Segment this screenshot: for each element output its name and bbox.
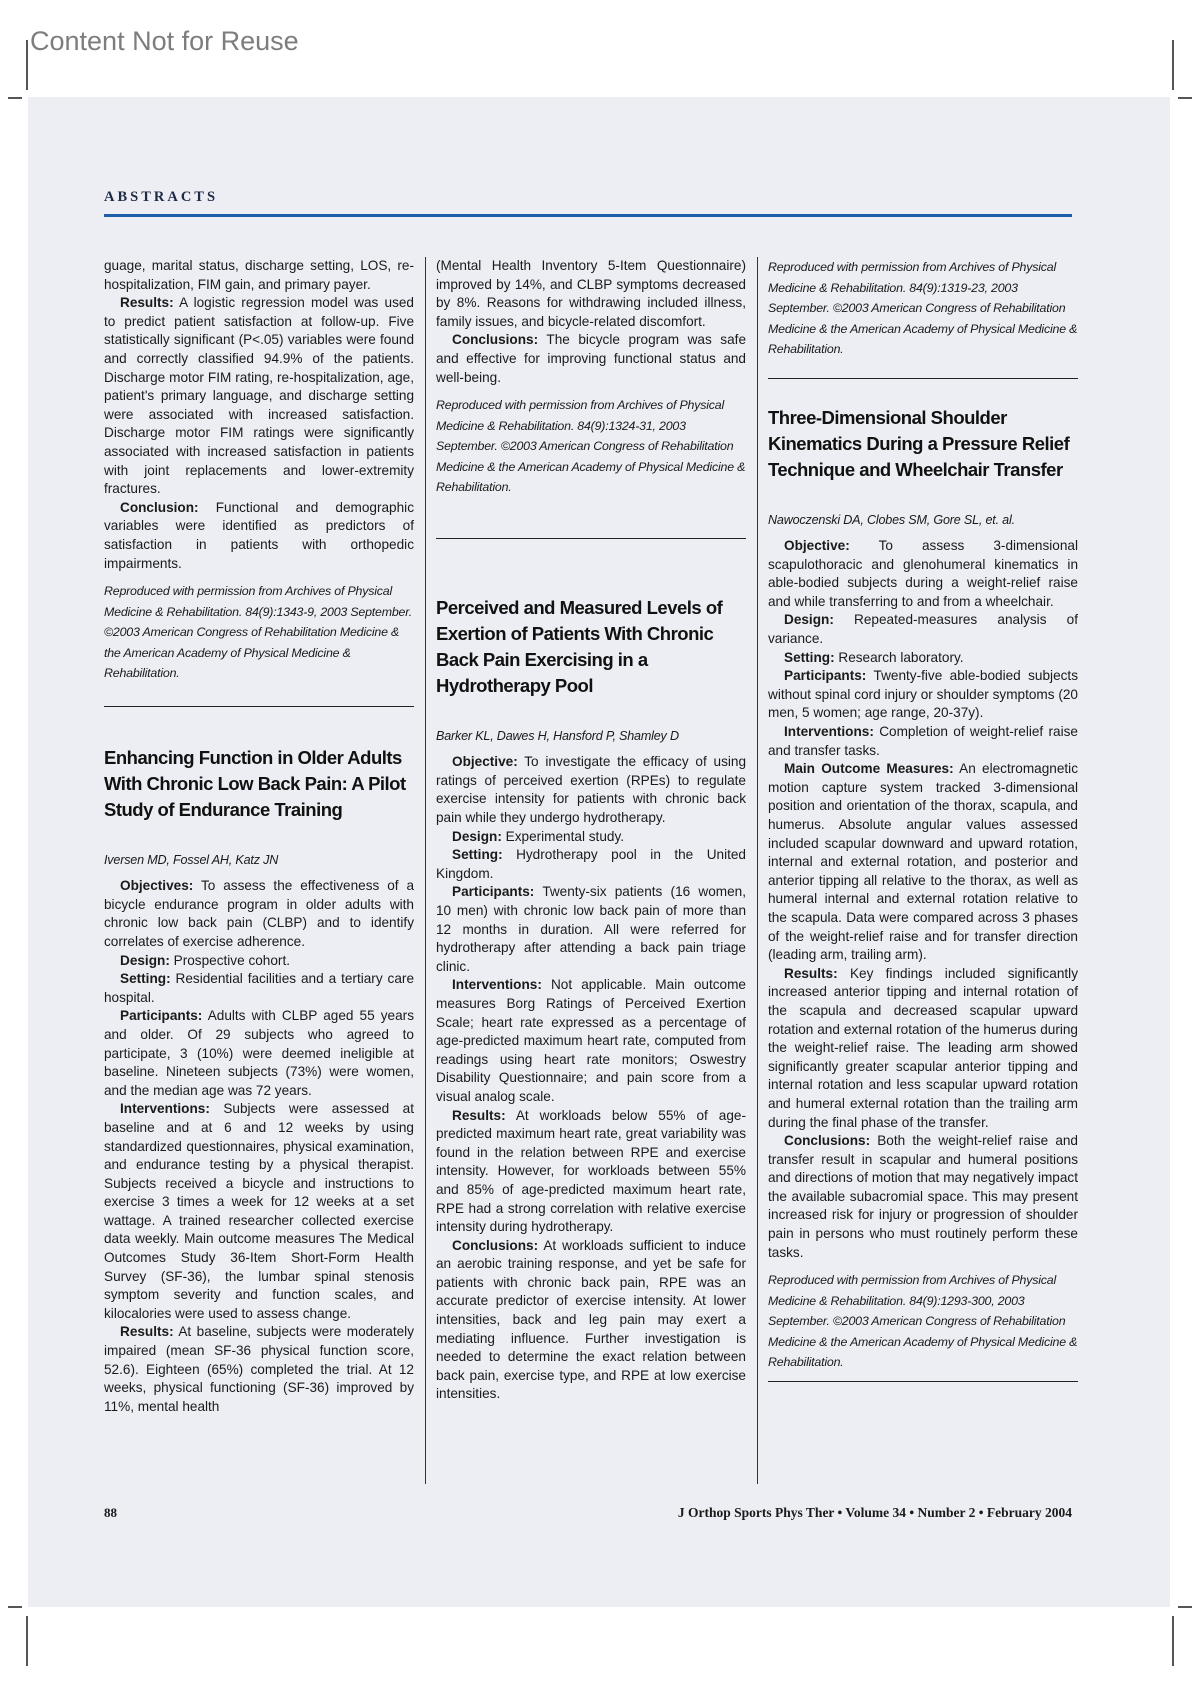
results-paragraph	[104, 1323, 414, 1416]
article-authors: Iversen MD, Fossel AH, Katz JN	[104, 852, 279, 867]
results-text: At baseline, subjects were moderately impaired (mean SF-36 physical function score, 52.6). Eighteen (65%) completed the trial. At 12 weeks, physical functioning (SF-36) improved by 11%, mental health	[104, 1324, 414, 1414]
conclusions-text: Both the weight-relief raise and transfer result in scapular and humeral positions and directions of motion that may negatively impact the available subacromial space. This may present increased risk for injury or progression of shoulder pain in persons who must routinely perform these tasks.	[768, 1133, 1078, 1260]
participants-paragraph	[768, 667, 1078, 723]
reproduction-note: Reproduced with permission from Archives of Physical Medicine & Rehabilitation. 84(9):1343-9, 2003 September. ©2003 American Congress of Rehabilitation Medicine & the American Academy of Physical Medicine & Rehabilitation.	[104, 584, 412, 681]
objectives-label: Objectives:	[120, 878, 194, 894]
continued-text: (Mental Health Inventory 5-Item Questionnaire) improved by 14%, and CLBP symptoms decreased by 8%. Reasons for withdrawing included illness, family issues, and bicycle-related discomfort.	[436, 258, 746, 329]
continued-text: guage, marital status, discharge setting, LOS, re-hospitalization, FIM gain, and primary payer.	[104, 258, 414, 292]
crop-mark	[26, 1616, 28, 1666]
participants-label: Participants:	[120, 1008, 203, 1024]
objective-paragraph	[436, 753, 746, 827]
participants-text: Twenty-five able-bodied subjects without spinal cord injury or shoulder symptoms (20 men, 5 women; age range, 20-37y).	[768, 668, 1079, 721]
article-title: Enhancing Function in Older Adults With Chronic Low Back Pain: A Pilot Study of Endurance Training	[104, 746, 406, 820]
interventions-text: Not applicable. Main outcome measures Borg Ratings of Perceived Exertion Scale; heart rate expressed as a percentage of age-predicted maximum heart rate, computed from readings using heart rate monitors; Oswestry Disability Questionnaire; and pain score from a visual analog scale.	[436, 977, 746, 1104]
watermark: Content Not for Reuse	[30, 26, 299, 56]
outcome-text: An electromagnetic motion capture system tracked 3-dimensional position and orientation of the thorax, scapula, and humerus. Absolute angular values assessed included scapular downward and upward rotation, internal and external rotation, and posterior and anterior tipping all relative to the thorax, as well as humeral internal and external rotation relative to the scapula. Data were compared across 3 phases of the weight-relief raise and for transfer direction (leading arm, trailing arm).	[768, 761, 1078, 963]
column-2	[436, 257, 746, 1404]
participants-paragraph	[104, 1007, 414, 1100]
conclusions-text: At workloads sufficient to induce an aerobic training response, and yet be safe for patients with chronic back pain, RPE was an accurate predictor of exercise intensity. At lower intensities, back and leg pain may exert a mediating influence. Further investigation is needed to determine the exact relation between back pain, exercise type, and RPE at low exercise intensities.	[436, 1237, 746, 1402]
conclusions-text: The bicycle program was safe and effective for improving functional status and well-being.	[436, 332, 746, 385]
reproduction-note: Reproduced with permission from Archives of Physical Medicine & Rehabilitation. 84(9):1293-300, 2003 September. ©2003 American Congress of Rehabilitation Medicine & the American Academy of Physical Medicine & Rehabilitation.	[768, 1273, 1078, 1370]
participants-label: Participants:	[784, 668, 867, 684]
objective-text: To investigate the efficacy of using ratings of perceived exertion (RPEs) to regulate exercise intensity for patients with chronic back pain while they undergo hydrotherapy.	[436, 754, 746, 826]
design-label: Design:	[452, 828, 502, 844]
participants-text: Twenty-six patients (16 women, 10 men) with chronic low back pain of more than 12 months in duration. All were referred for hydrotherapy after attending a back pain triage clinic.	[436, 884, 746, 974]
objective-label: Objective:	[452, 754, 518, 770]
conclusions-label: Conclusions:	[452, 332, 539, 348]
conclusion-text: Functional and demographic variables were identified as predictors of satisfaction in patients with orthopedic impairments.	[104, 499, 414, 571]
participants-text: Adults with CLBP aged 55 years and older. Of 29 subjects who agreed to participate, 3 (10%) were deemed ineligible at baseline. Nineteen subjects (73%) were women, and the median age was 72 years.	[104, 1008, 414, 1098]
column-divider	[425, 257, 426, 1484]
results-text: Key findings included significantly increased anterior tipping and internal rotation of the scapula and decreased scapular upward rotation and external rotation of the humerus during the weight-relief raise. The leading arm showed significantly greater scapular anterior tipping and internal rotation and less scapular upward rotation and humeral external rotation than the trailing arm during the final phase of the transfer.	[768, 965, 1078, 1130]
objective-text: To assess 3-dimensional scapulothoracic and glenohumeral kinematics in able-bodied subjects during a weight-relief raise and while transferring to and from a wheelchair.	[768, 538, 1078, 609]
design-text: Prospective cohort.	[173, 952, 290, 968]
interventions-text: Completion of weight-relief raise and transfer tasks.	[768, 724, 1078, 758]
article-title: Three-Dimensional Shoulder Kinematics During a Pressure Relief Technique and Wheelchair Transfer	[768, 406, 1070, 480]
article-separator	[768, 1381, 1078, 1382]
crop-mark	[1178, 1606, 1192, 1608]
design-text: Experimental study.	[505, 828, 625, 844]
interventions-paragraph	[436, 976, 746, 1106]
results-label: Results:	[120, 1324, 174, 1340]
objectives-paragraph	[104, 877, 414, 951]
page-number: 88	[104, 1505, 117, 1520]
article-separator	[436, 538, 746, 539]
design-paragraph	[104, 952, 414, 971]
article-separator	[104, 706, 414, 707]
results-paragraph	[436, 1107, 746, 1237]
setting-paragraph	[768, 649, 1078, 668]
interventions-text: Subjects were assessed at baseline and at 6 and 12 weeks by using standardized questionnaires, physical examination, and endurance testing by a physical therapist. Subjects received a bicycle and instructions to exercise 3 times a week for 12 weeks at a set wattage. A trained researcher collected exercise data weekly. Main outcome measures The Medical Outcomes Study 36-Item Short-Form Health Survey (SF-36), the lumbar spinal stenosis symptom severity and function scales, and kilocalories were used to assess change.	[104, 1101, 414, 1321]
article-authors: Barker KL, Dawes H, Hansford P, Shamley D	[436, 728, 679, 743]
journal-citation: J Orthop Sports Phys Ther • Volume 34 • Number 2 • February 2004	[677, 1505, 1072, 1520]
article-separator	[768, 378, 1078, 379]
design-label: Design:	[120, 952, 170, 968]
setting-text: Research laboratory.	[838, 649, 964, 665]
outcome-label: Main Outcome Measures:	[784, 761, 954, 777]
conclusion-label: Conclusion:	[120, 499, 199, 515]
conclusions-paragraph	[768, 1132, 1078, 1262]
crop-mark	[8, 97, 22, 99]
crop-mark	[8, 1606, 22, 1608]
results-text: At workloads below 55% of age-predicted maximum heart rate, great variability was found in the relation between RPE and exercise intensity. However, for workloads between 55% and 85% of age-predicted maximum heart rate, RPE had a strong correlation with relative exercise intensity during hydrotherapy.	[436, 1107, 746, 1235]
column-3	[768, 257, 1078, 1382]
design-text: Repeated-measures analysis of variance.	[768, 612, 1079, 647]
setting-paragraph	[436, 846, 746, 883]
column-divider	[757, 257, 758, 1484]
results-label: Results:	[120, 295, 174, 311]
results-paragraph	[104, 294, 414, 499]
crop-mark	[1172, 40, 1174, 90]
interventions-label: Interventions:	[120, 1101, 210, 1117]
objective-label: Objective:	[784, 538, 850, 554]
article-title: Perceived and Measured Levels of Exertion of Patients With Chronic Back Pain Exercising in a Hydrotherapy Pool	[436, 596, 723, 696]
crop-mark	[1172, 1616, 1174, 1666]
conclusions-paragraph	[436, 1237, 746, 1404]
reproduction-note: Reproduced with permission from Archives of Physical Medicine & Rehabilitation. 84(9):1324-31, 2003 September. ©2003 American Congress of Rehabilitation Medicine & the American Academy of Physical Medicine & Rehabilitation.	[436, 398, 746, 495]
interventions-label: Interventions:	[452, 977, 542, 993]
setting-text: Hydrotherapy pool in the United Kingdom.	[436, 847, 746, 881]
crop-mark	[26, 40, 28, 90]
article-authors: Nawoczenski DA, Clobes SM, Gore SL, et. al.	[768, 512, 1015, 527]
section-title: ABSTRACTS	[104, 189, 219, 205]
results-text: A logistic regression model was used to predict patient satisfaction at follow-up. Five statistically significant (P<.05) variables were found and correctly classified 94.9% of the patients. Discharge motor FIM rating, re-hospitalization, age, patient's primary language, and discharge setting were associated with increased satisfaction. Discharge motor FIM ratings were significantly associated with increased satisfaction in patients with joint replacements and lower-extremity fractures.	[104, 295, 414, 497]
participants-label: Participants:	[452, 884, 535, 900]
outcome-paragraph	[768, 760, 1078, 965]
objective-paragraph	[768, 537, 1078, 611]
interventions-label: Interventions:	[784, 724, 874, 740]
interventions-paragraph	[768, 723, 1078, 760]
participants-paragraph	[436, 883, 746, 976]
design-label: Design:	[784, 612, 834, 628]
design-paragraph	[768, 611, 1078, 648]
reproduction-note: Reproduced with permission from Archives of Physical Medicine & Rehabilitation. 84(9):1319-23, 2003 September. ©2003 American Congress of Rehabilitation Medicine & the American Academy of Physical Medicine & Rehabilitation.	[768, 260, 1078, 356]
setting-paragraph	[104, 970, 414, 1007]
header-rule	[104, 214, 1072, 217]
interventions-paragraph	[104, 1100, 414, 1323]
column-1	[104, 257, 414, 1416]
setting-label: Setting:	[120, 971, 171, 987]
results-label: Results:	[452, 1107, 506, 1123]
crop-mark	[1178, 97, 1192, 99]
setting-text: Residential facilities and a tertiary care hospital.	[104, 971, 414, 1005]
journal-page	[28, 97, 1170, 1607]
setting-label: Setting:	[784, 649, 835, 665]
results-paragraph	[768, 965, 1078, 1132]
design-paragraph	[436, 828, 746, 847]
objectives-text: To assess the effectiveness of a bicycle endurance program in older adults with chronic low back pain (CLBP) and to identify correlates of exercise adherence.	[104, 878, 415, 949]
setting-label: Setting:	[452, 847, 503, 863]
conclusion-paragraph	[104, 499, 414, 573]
conclusions-label: Conclusions:	[784, 1133, 871, 1149]
results-label: Results:	[784, 965, 838, 981]
conclusions-label: Conclusions:	[452, 1237, 539, 1253]
conclusions-paragraph	[436, 331, 746, 387]
